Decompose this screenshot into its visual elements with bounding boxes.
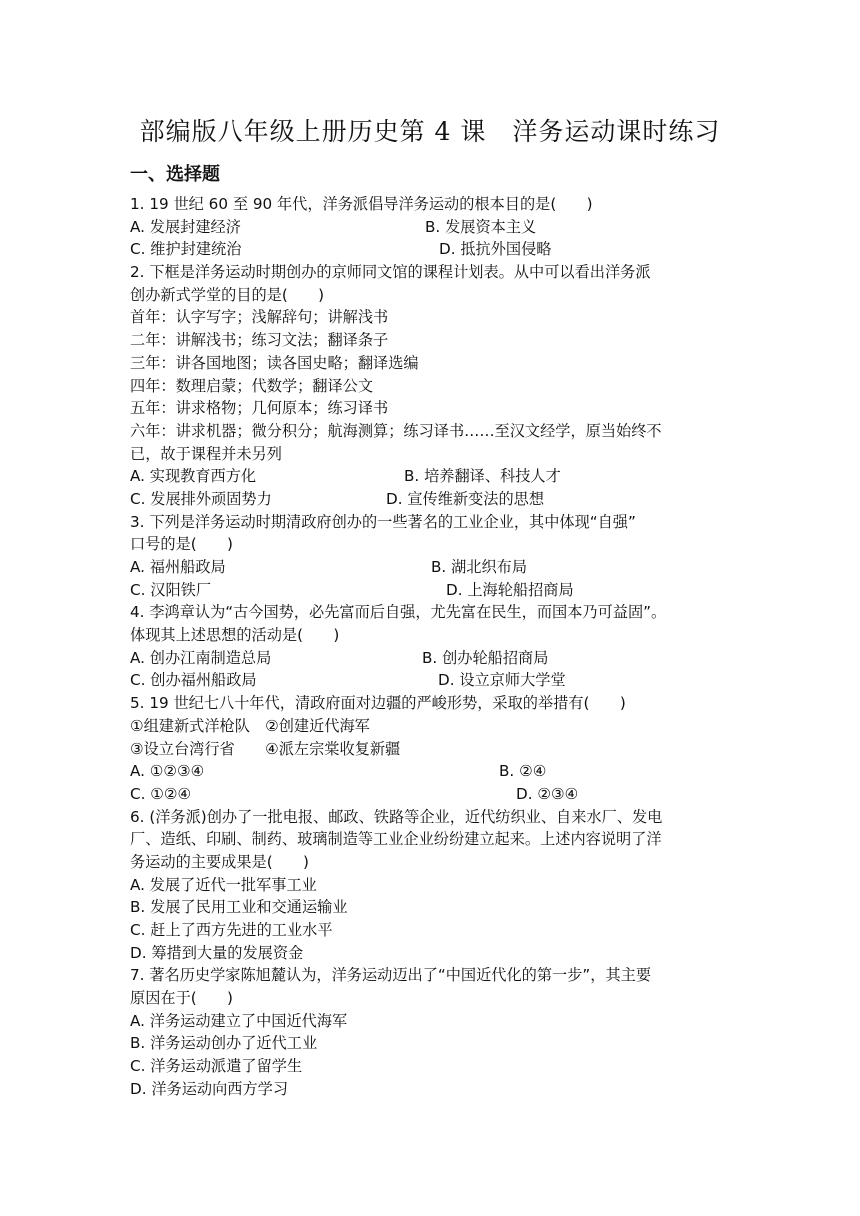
option-c: C. 维护封建统治 [130,240,242,259]
question-6-stem-line2: 厂、造纸、印刷、制药、玻璃制造等工业企业纷纷建立起来。上述内容说明了洋 [130,830,662,849]
option-b: B. 洋务运动创办了近代工业 [130,1034,318,1053]
question-2-options-row1 [130,465,730,488]
option-a: A. 福州船政局 [130,558,226,576]
option-d: D. 洋务运动向西方学习 [130,1079,289,1098]
question-6-stem-line1: 6. (洋务派)创办了一批电报、邮政、铁路等企业，近代纺织业、自来水厂、发电 [130,807,663,826]
question-4-stem-line1: 4. 李鸿章认为“古今国势，必先富而后自强，尤先富在民生，而国本乃可益固”。 [130,603,667,622]
question-7-stem-line2: 原因在于( ) [130,989,233,1008]
option-a: A. 创办江南制造总局 [130,648,272,667]
question-4-options-row1 [130,647,730,670]
option-a: A. 发展了近代一批军事工业 [130,875,317,894]
option-d: D. 筹措到大量的发展资金 [130,943,304,962]
option-d: D. ②③④ [516,784,579,803]
curriculum-year-6-line2: 已，故于课程并未另列 [130,444,282,463]
question-5-options-row1 [130,760,730,783]
option-b: B. 培养翻译、科技人才 [404,467,561,486]
question-3-options-row2 [130,579,730,602]
option-c: C. 赶上了西方先进的工业水平 [130,921,333,939]
option-d: D. 设立京师大学堂 [438,671,566,690]
question-5-statements-2: ③设立台湾行省 ④派左宗棠收复新疆 [130,739,401,758]
curriculum-year-3: 三年：讲各国地图；读各国史略；翻译选编 [130,353,419,372]
curriculum-year-1: 首年：认字写字；浅解辞句；讲解浅书 [130,308,389,327]
option-d: D. 抵抗外国侵略 [439,240,552,259]
question-4-options-row2 [130,669,730,692]
question-6-stem-line3: 务运动的主要成果是( ) [130,852,309,871]
option-d: D. 宣传维新变法的思想 [386,489,545,508]
question-list [130,193,730,1101]
option-c: C. ①②④ [130,784,192,803]
option-a: A. 实现教育西方化 [130,467,257,486]
curriculum-year-5: 五年：讲求格物；几何原本；练习译书 [130,399,389,418]
option-b: B. ②④ [499,762,547,781]
question-5-statements-1: ①组建新式洋枪队 ②创建近代海军 [130,716,370,735]
question-5-stem: 5. 19 世纪七八十年代，清政府面对边疆的严峻形势，采取的举措有( ) [130,694,626,713]
option-c: C. 发展排外顽固势力 [130,489,272,508]
option-a: A. ①②③④ [130,762,205,781]
question-1-options-row1 [130,216,730,239]
option-d: D. 上海轮船招商局 [446,580,574,599]
option-b: B. 发展了民用工业和交通运输业 [130,898,348,917]
option-b: B. 创办轮船招商局 [422,648,549,667]
option-c: C. 洋务运动派遣了留学生 [130,1057,303,1076]
option-c: C. 创办福州船政局 [130,671,257,690]
option-a: A. 发展封建经济 [130,217,241,236]
question-2-stem-line2: 创办新式学堂的目的是( ) [130,285,325,304]
question-7-stem-line1: 7. 著名历史学家陈旭麓认为，洋务运动迈出了“中国近代化的第一步”，其主要 [130,966,652,985]
option-b: B. 湖北织布局 [431,558,528,576]
section-heading: 一、选择题 [130,164,220,185]
option-b: B. 发展资本主义 [425,217,537,236]
question-2-options-row2 [130,488,730,511]
question-1-options-row2 [130,238,730,261]
question-3-stem-line2: 口号的是( ) [130,535,233,554]
option-a: A. 洋务运动建立了中国近代海军 [130,1011,348,1030]
question-3-options-row1 [130,556,730,579]
question-1-stem: 1. 19 世纪 60 至 90 年代，洋务派倡导洋务运动的根本目的是( ) [130,195,593,213]
curriculum-year-6-line1: 六年：讲求机器；微分积分；航海测算；练习译书……至汉文经学，原当始终不 [130,421,662,440]
page-title: 部编版八年级上册历史第 4 课 洋务运动课时练习 [139,117,721,146]
question-4-stem-line2: 体现其上述思想的活动是( ) [130,626,340,645]
curriculum-year-4: 四年：数理启蒙；代数学；翻译公文 [130,376,373,395]
option-c: C. 汉阳铁厂 [130,580,212,599]
question-2-stem-line1: 2. 下框是洋务运动时期创办的京师同文馆的课程计划表。从中可以看出洋务派 [130,263,651,282]
curriculum-year-2: 二年：讲解浅书；练习文法；翻译条子 [130,331,389,350]
question-5-options-row2 [130,783,730,806]
question-3-stem-line1: 3. 下列是洋务运动时期清政府创办的一些著名的工业企业，其中体现“自强” [130,512,636,531]
